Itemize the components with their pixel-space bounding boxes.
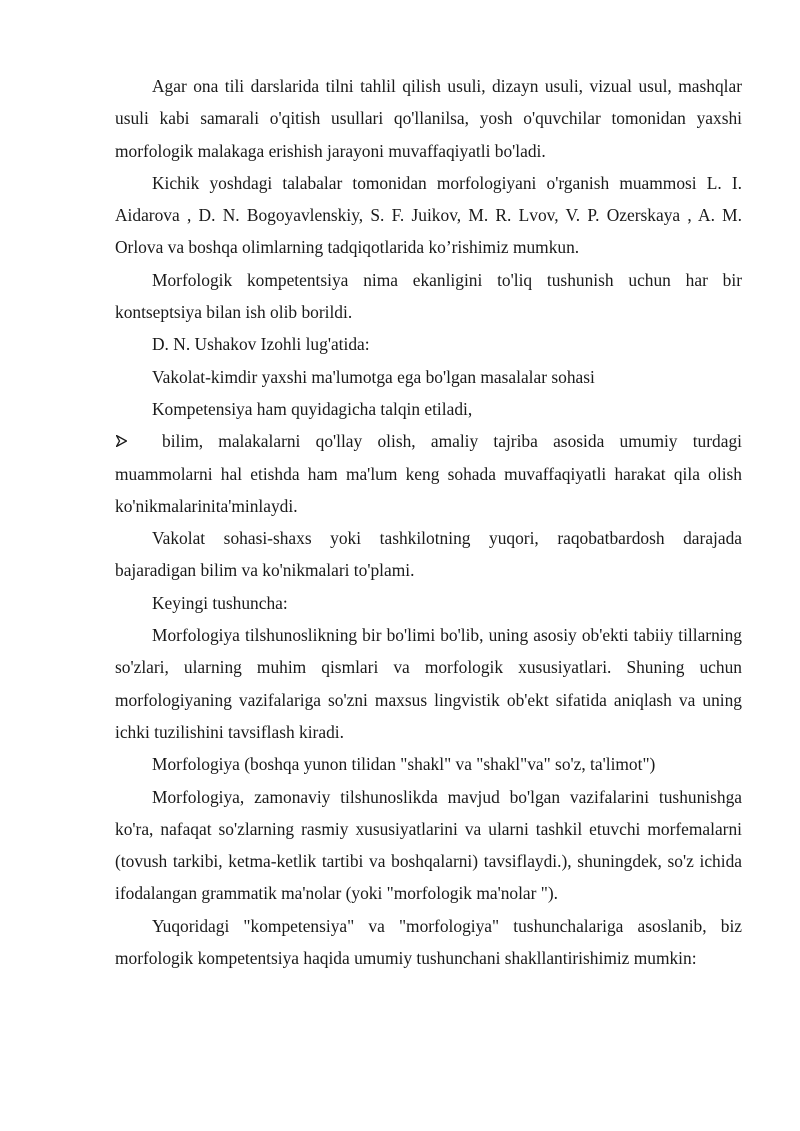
paragraph-2: Kichik yoshdagi talabalar tomonidan morfologiyani o'rganish muammosi L. I. Aidarova , D. N. Bogoyavlenskiy, S. F. Juikov, M. R. Lvov, V. P. Ozerskaya , A. M. Orlova va boshqa olimlarning tadqiqotlarida ko’rishimiz mumkun.: [115, 172, 742, 258]
paragraph-8: Vakolat sohasi-shaxs yoki tashkilotning yuqori, raqobatbardosh darajada bajaradigan bilim va ko'nikmalari to'plami.: [115, 528, 742, 581]
bullet-item: [115, 425, 742, 522]
document-page: [115, 70, 742, 974]
arrowhead-bullet-icon: [115, 425, 135, 457]
paragraph-5: Vakolat-kimdir yaxshi ma'lumotga ega bo'lgan masalalar sohasi: [152, 366, 595, 387]
paragraph-13: Yuqoridagi "kompetensiya" va "morfologiya" tushunchalariga asoslanib, biz morfologik kompetentsiya haqida umumiy tushunchani shakllantirishimiz mumkin:: [115, 915, 742, 969]
paragraph-11: Morfologiya (boshqa yunon tilidan "shakl" va "shakl"va" so'z, ta'limot"): [152, 754, 656, 775]
paragraph-4: D. N. Ushakov Izohli lug'atida:: [152, 334, 370, 355]
paragraph-12: Morfologiya, zamonaviy tilshunoslikda mavjud bo'lgan vazifalarini tushunishga ko'ra, nafaqat so'zlarning rasmiy xususiyatlarini va ularni tashkil etuvchi morfemalarni (tovush tarkibi, ketma-ketlik tartibi va boshqalarni) tavsiflaydi.), shuningdek, so'z ichida ifodalangan grammatik ma'nolar (yoki "morfologik ma'nolar ").: [115, 786, 742, 904]
paragraph-10: Morfologiya tilshunoslikning bir bo'limi bo'lib, uning asosiy ob'ekti tabiiy tillarning so'zlari, ularning muhim qismlari va morfologik xususiyatlari. Shuning uchun morfologiyaning vazifalariga so'zni maxsus lingvistik ob'ekt sifatida aniqlash va uning ichki tuzilishini tavsiflash kiradi.: [115, 625, 742, 742]
paragraph-6: Kompetensiya ham quyidagicha talqin etiladi,: [152, 398, 473, 419]
paragraph-9: Keyingi tushuncha:: [152, 592, 288, 613]
bullet-item-text: bilim, malakalarni qo'llay olish, amaliy tajriba asosida umumiy turdagi muammolarni hal etishda ham ma'lum keng sohada muvaffaqiyatli harakat qila olish ko'nikmalarinita'minlaydi.: [115, 431, 742, 516]
paragraph-3: Morfologik kompetentsiya nima ekanligini to'liq tushunish uchun har bir kontseptsiya bilan ish olib borildi.: [115, 269, 742, 323]
paragraph-1: Agar ona tili darslarida tilni tahlil qilish usuli, dizayn usuli, vizual usul, mashqlar usuli kabi samarali o'qitish usullari qo'llanilsa, yosh o'quvchilar tomonidan yaxshi morfologik malakaga erishish jarayoni muvaffaqiyatli bo'ladi.: [115, 76, 742, 161]
